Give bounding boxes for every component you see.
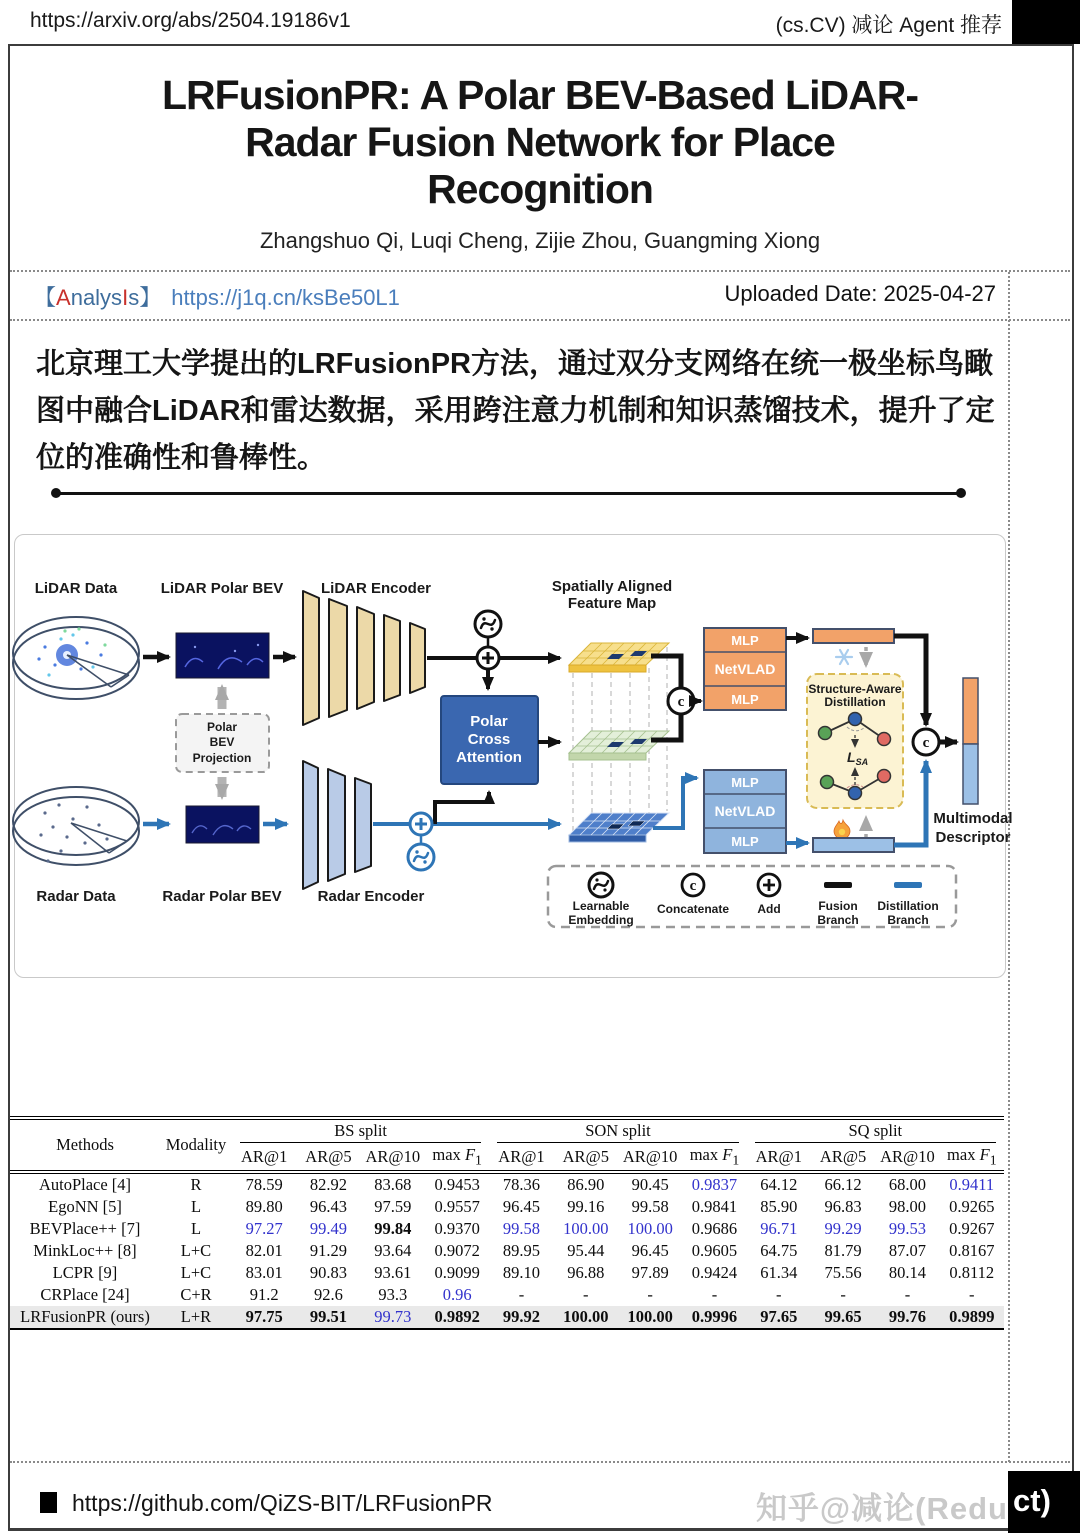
summary-text <box>36 341 1001 482</box>
aligned-label-2: Feature Map <box>567 595 657 612</box>
value-cell: 0.9605 <box>691 1241 738 1261</box>
value-cell: 93.3 <box>378 1285 408 1305</box>
col-header: AR@1 <box>747 1144 811 1172</box>
projection-line-1: Polar <box>206 720 238 734</box>
value-cell: 97.89 <box>631 1263 669 1283</box>
col-header-maxf1: $\max F_1$ <box>682 1144 746 1172</box>
lidar-encoder-label: LiDAR Encoder <box>320 580 432 597</box>
value-cell: 0.9892 <box>434 1307 480 1327</box>
divider-dotted-bottom <box>10 1461 1070 1463</box>
concat-bracket-top <box>651 656 681 687</box>
value-cell: - <box>647 1285 653 1305</box>
value-cell: - <box>518 1285 525 1305</box>
value-cell: 100.00 <box>627 1307 673 1327</box>
mlp-label: MLP <box>731 834 759 849</box>
col-header-maxf1: $\max F_1$ <box>940 1144 1004 1172</box>
value-cell: 83.68 <box>374 1175 412 1195</box>
authors: Zhangshuo Qi, Luqi Cheng, Zijie Zhou, Guangming Xiong <box>259 228 821 253</box>
netvlad-label: NetVLAD <box>714 661 776 677</box>
analysis-mid: nalys <box>70 285 123 310</box>
value-cell: 85.90 <box>760 1197 798 1217</box>
modality-cell: L+C <box>180 1241 212 1261</box>
table-row <box>10 1196 1004 1218</box>
radar-pointcloud-icon <box>13 787 139 865</box>
value-cell: 97.27 <box>245 1219 283 1239</box>
value-cell: 0.8112 <box>949 1263 995 1283</box>
topbar-tag: (cs.CV) 减论 Agent 推荐 <box>775 14 1002 37</box>
value-cell: - <box>583 1285 589 1305</box>
group-header: SON split <box>489 1118 746 1144</box>
title-line-1: LRFusionPR: A Polar BEV-Based LiDAR- <box>162 72 918 118</box>
value-cell: 0.9557 <box>434 1197 480 1217</box>
projection-line-2: BEV <box>209 735 235 749</box>
multimodal-descriptor-bar <box>963 678 978 804</box>
method-cell: AutoPlace [4] <box>38 1175 132 1195</box>
table-row <box>10 1306 1004 1329</box>
value-cell: 0.9267 <box>949 1219 995 1239</box>
footer-bullet-square <box>40 1492 57 1513</box>
frozen-icon <box>836 650 852 664</box>
figure-legend <box>548 866 956 927</box>
value-cell: - <box>840 1285 846 1305</box>
analysis-a: A <box>56 285 71 310</box>
value-cell: 0.9424 <box>691 1263 738 1283</box>
value-cell: 96.88 <box>567 1263 605 1283</box>
table-row <box>10 1240 1004 1262</box>
architecture-figure <box>14 534 1013 978</box>
value-cell: 91.29 <box>309 1241 348 1261</box>
mlp-label: MLP <box>731 692 759 707</box>
value-cell: 89.10 <box>502 1263 541 1283</box>
section-divider <box>55 492 962 495</box>
distillation-head-block <box>704 770 786 853</box>
lidar-pointcloud-icon <box>13 617 139 699</box>
value-cell: 96.43 <box>309 1197 348 1217</box>
polar-bev-projection-box <box>176 687 269 797</box>
value-cell: 95.44 <box>567 1241 605 1261</box>
modality-cell: C+R <box>180 1285 212 1305</box>
aligned-label-1: Spatially Aligned <box>551 578 673 595</box>
method-cell: EgoNN [5] <box>48 1197 122 1217</box>
table-row <box>10 1218 1004 1240</box>
value-cell: 86.90 <box>567 1175 605 1195</box>
value-cell: 90.45 <box>631 1175 669 1195</box>
value-cell: 0.9686 <box>691 1219 738 1239</box>
value-cell: 0.9837 <box>691 1175 738 1195</box>
divider-dotted-top <box>10 270 1070 272</box>
analysis-s: s <box>128 285 140 310</box>
svg-text:c: c <box>922 735 930 751</box>
value-cell: 97.75 <box>245 1307 283 1327</box>
col-header: AR@5 <box>554 1144 618 1172</box>
concatenate-icon-2 <box>913 729 939 755</box>
summary-line-3: 位的准确性和鲁棒性。 <box>36 442 327 474</box>
svg-text:c: c <box>689 878 697 894</box>
title-line-3: Recognition <box>427 166 653 212</box>
legend-fusion-2: Branch <box>817 913 859 927</box>
lidar-polar-bev-label: LiDAR Polar BEV <box>160 580 284 597</box>
value-cell: - <box>969 1285 975 1305</box>
modality-cell: L <box>190 1197 202 1217</box>
value-cell: - <box>904 1285 911 1305</box>
col-header: AR@1 <box>489 1144 553 1172</box>
radar-polar-bev-label: Radar Polar BEV <box>162 888 282 905</box>
lidar-encoder-blocks <box>303 591 425 725</box>
radar-bev-image <box>186 806 259 843</box>
title-line-2: Radar Fusion Network for Place <box>245 119 835 165</box>
learnable-embedding-icon <box>475 611 501 647</box>
page-title <box>40 72 1040 213</box>
fusion-branch-swatch <box>824 882 852 888</box>
value-cell: 82.01 <box>245 1241 283 1261</box>
value-cell: 87.07 <box>888 1241 926 1261</box>
summary-line-2: 图中融合LiDAR和雷达数据，采用跨注意力机制和知识蒸馏技术，提升了定 <box>36 395 995 427</box>
radar-encoder-blocks <box>303 761 371 889</box>
mlp-label: MLP <box>731 775 759 790</box>
value-cell: 0.9453 <box>434 1175 480 1195</box>
add-icon <box>477 647 499 669</box>
value-cell: 99.58 <box>502 1219 541 1239</box>
legend-concatenate: Concatenate <box>656 902 730 916</box>
method-cell: CRPlace [24] <box>40 1285 130 1305</box>
legend-fusion-1: Fusion <box>818 899 858 913</box>
value-cell: 0.8167 <box>949 1241 995 1261</box>
value-cell: 97.65 <box>760 1307 798 1327</box>
value-cell: 89.80 <box>245 1197 283 1217</box>
architecture-diagram <box>15 535 1013 977</box>
distill-descriptor-bar <box>813 838 894 852</box>
value-cell: 93.64 <box>374 1241 412 1261</box>
multimodal-label-2: Descriptor <box>935 829 1011 846</box>
loss-label: $L_{SA}$ <box>847 749 869 767</box>
value-cell: 99.16 <box>567 1197 605 1217</box>
value-cell: - <box>776 1285 782 1305</box>
value-cell: 0.9899 <box>949 1307 995 1327</box>
value-cell: 99.51 <box>309 1307 348 1327</box>
value-cell: 98.00 <box>888 1197 926 1217</box>
fusion-descriptor-bar <box>813 629 894 643</box>
modality-cell: L+C <box>180 1263 212 1283</box>
value-cell: 0.9996 <box>691 1307 738 1327</box>
table-row <box>10 1262 1004 1284</box>
analysis-link[interactable]: https://j1q.cn/ksBe50L1 <box>171 285 400 310</box>
github-link[interactable]: https://github.com/QiZS-BIT/LRFusionPR <box>72 1490 493 1516</box>
legend-distill-2: Branch <box>887 913 929 927</box>
learnable-embedding-icon-radar <box>408 835 434 870</box>
value-cell: 0.9099 <box>434 1263 480 1283</box>
value-cell: 89.95 <box>502 1241 541 1261</box>
legend-distill-1: Distillation <box>877 899 939 913</box>
radar-encoder-label: Radar Encoder <box>317 888 425 905</box>
value-cell: 64.75 <box>760 1241 798 1261</box>
value-cell: 100.00 <box>563 1307 609 1327</box>
col-header-methods: Methods <box>10 1118 160 1172</box>
attention-line-2: Cross <box>467 731 511 748</box>
learnable-embedding-legend-icon <box>589 873 613 897</box>
table-row <box>10 1284 1004 1306</box>
col-header: AR@10 <box>875 1144 939 1172</box>
polar-cross-attention-box <box>441 696 538 784</box>
col-header: AR@5 <box>296 1144 360 1172</box>
value-cell: 0.9841 <box>691 1197 738 1217</box>
modality-cell: L+R <box>180 1307 212 1327</box>
value-cell: 64.12 <box>760 1175 798 1195</box>
value-cell: 99.58 <box>631 1197 669 1217</box>
distillation-title-2: Distillation <box>824 695 886 709</box>
projection-line-3: Projection <box>192 751 252 765</box>
value-cell: 99.29 <box>824 1219 862 1239</box>
value-cell: 99.65 <box>824 1307 862 1327</box>
watermark-text-tail: ct) <box>1013 1483 1051 1518</box>
fused-feature-map <box>569 731 669 760</box>
corner-black-square <box>1012 0 1080 44</box>
mlp-label: MLP <box>731 633 759 648</box>
trainable-fire-icon <box>834 820 850 839</box>
value-cell: 92.6 <box>314 1285 343 1305</box>
method-cell: BEVPlace++ [7] <box>29 1219 141 1239</box>
method-cell: LRFusionPR (ours) <box>20 1307 150 1327</box>
value-cell: 97.59 <box>374 1197 412 1217</box>
legend-learnable-2: Embedding <box>568 913 634 927</box>
netvlad-label: NetVLAD <box>714 803 776 819</box>
value-cell: 99.84 <box>374 1219 412 1239</box>
col-header: AR@10 <box>618 1144 682 1172</box>
add-legend-icon <box>758 874 780 896</box>
value-cell: 0.9370 <box>434 1219 480 1239</box>
results-table <box>10 1116 1004 1330</box>
group-header: BS split <box>232 1118 489 1144</box>
structure-aware-distillation-box <box>807 674 903 808</box>
value-cell: 83.01 <box>245 1263 283 1283</box>
col-header-maxf1: $\max F_1$ <box>425 1144 489 1172</box>
value-cell: 78.36 <box>502 1175 541 1195</box>
table-row <box>10 1172 1004 1196</box>
distillation-title-1: Structure-Aware <box>808 682 902 696</box>
bracket-open: 【 <box>34 285 57 310</box>
summary-line-1: 北京理工大学提出的LRFusionPR方法，通过双分支网络在统一极坐标鸟瞰 <box>36 348 993 380</box>
arrow-into-attention-bottom <box>435 792 489 824</box>
value-cell: 61.34 <box>760 1263 798 1283</box>
col-header: AR@1 <box>232 1144 296 1172</box>
value-cell: 91.2 <box>249 1285 279 1305</box>
analysis-i: I <box>122 285 129 310</box>
value-cell: 68.00 <box>888 1175 926 1195</box>
value-cell: 100.00 <box>627 1219 673 1239</box>
value-cell: 99.49 <box>309 1219 348 1239</box>
value-cell: 90.83 <box>309 1263 348 1283</box>
value-cell: 100.00 <box>563 1219 609 1239</box>
value-cell: 82.92 <box>309 1175 348 1195</box>
modality-cell: R <box>190 1175 202 1195</box>
legend-add: Add <box>757 902 781 916</box>
concatenate-legend-icon <box>682 874 704 896</box>
radar-data-label: Radar Data <box>36 888 116 905</box>
value-cell: 99.76 <box>888 1307 926 1327</box>
col-header-modality: Modality <box>160 1118 232 1172</box>
method-cell: LCPR [9] <box>52 1263 118 1283</box>
lidar-data-label: LiDAR Data <box>34 580 118 597</box>
svg-text:c: c <box>677 694 685 710</box>
value-cell: 78.59 <box>245 1175 283 1195</box>
fusion-head-block <box>704 628 786 710</box>
value-cell: 99.73 <box>374 1307 412 1327</box>
value-cell: - <box>711 1285 718 1305</box>
results-table-wrap <box>10 1116 1004 1330</box>
watermark-text: 知乎@减论(Redu <box>755 1491 1008 1526</box>
value-cell: 0.96 <box>442 1285 472 1305</box>
multimodal-label-1: Multimodal <box>933 810 1013 827</box>
value-cell: 81.79 <box>824 1241 862 1261</box>
concatenate-icon-1 <box>668 688 694 714</box>
value-cell: 0.9072 <box>434 1241 480 1261</box>
value-cell: 75.56 <box>824 1263 862 1283</box>
col-header: AR@10 <box>361 1144 425 1172</box>
add-icon-radar <box>410 813 432 835</box>
attention-line-1: Polar <box>470 713 508 730</box>
value-cell: 99.92 <box>502 1307 541 1327</box>
value-cell: 96.71 <box>760 1219 798 1239</box>
value-cell: 0.9411 <box>949 1175 995 1195</box>
value-cell: 96.45 <box>502 1197 541 1217</box>
arxiv-url[interactable]: https://arxiv.org/abs/2504.19186v1 <box>30 9 351 32</box>
value-cell: 96.83 <box>824 1197 862 1217</box>
distillation-branch-swatch <box>894 882 922 888</box>
legend-learnable-1: Learnable <box>572 899 630 913</box>
right-margin-dashed-line <box>1008 272 1010 1462</box>
col-header: AR@5 <box>811 1144 875 1172</box>
lidar-bev-image <box>176 633 269 678</box>
value-cell: 93.61 <box>374 1263 412 1283</box>
value-cell: 0.9265 <box>949 1197 995 1217</box>
uploaded-date: Uploaded Date: 2025-04-27 <box>724 281 996 306</box>
group-header: SQ split <box>747 1118 1004 1144</box>
value-cell: 66.12 <box>824 1175 862 1195</box>
value-cell: 99.53 <box>888 1219 926 1239</box>
bracket-close: 】 <box>139 285 162 310</box>
attention-line-3: Attention <box>456 749 522 766</box>
divider-dotted-2 <box>10 319 1070 321</box>
modality-cell: L <box>190 1219 202 1239</box>
method-cell: MinkLoc++ [8] <box>33 1241 137 1261</box>
value-cell: 96.45 <box>631 1241 669 1261</box>
value-cell: 80.14 <box>888 1263 926 1283</box>
